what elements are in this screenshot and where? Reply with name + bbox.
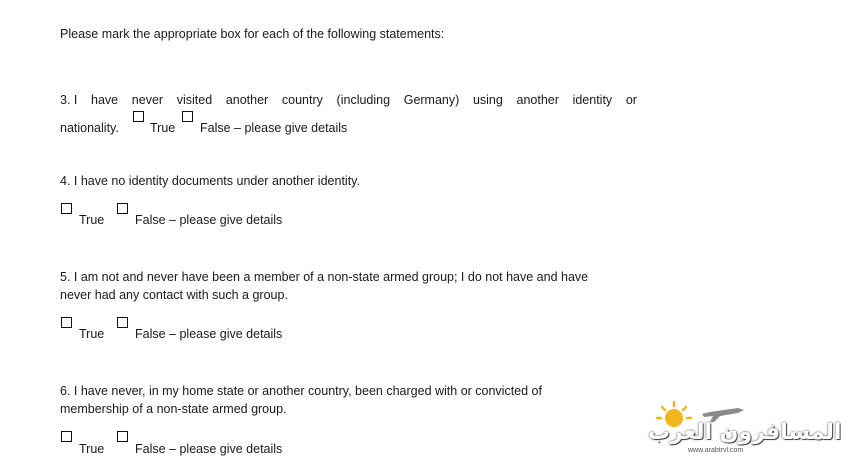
statement-6-true-label: True: [79, 442, 105, 456]
statement-3-false-checkbox[interactable]: [182, 111, 193, 122]
statement-4-false-label: False – please give details: [135, 213, 283, 227]
statement-5-true-checkbox[interactable]: [61, 317, 72, 328]
statement-3-word: never: [131, 93, 164, 107]
statement-6-false-label: False – please give details: [135, 442, 283, 456]
statement-4-true-label: True: [79, 213, 105, 227]
statement-6-true-checkbox[interactable]: [61, 431, 72, 442]
statement-3-word: have: [91, 93, 119, 107]
statement-4-line-1: 4. I have no identity documents under another identity.: [60, 174, 360, 188]
statement-3-word: another: [225, 93, 269, 107]
statement-3-word: using: [472, 93, 503, 107]
statement-4-false-checkbox[interactable]: [117, 203, 128, 214]
watermark-url: www.arabtrvl.com: [688, 447, 744, 454]
statement-6-line-2: membership of a non-state armed group.: [60, 402, 287, 416]
statement-3-word: Germany): [403, 93, 460, 107]
statement-3-word: country: [281, 93, 323, 107]
statement-6-false-checkbox[interactable]: [117, 431, 128, 442]
statement-5-false-label: False – please give details: [135, 327, 283, 341]
statement-5-false-checkbox[interactable]: [117, 317, 128, 328]
statement-3-word: visited: [176, 93, 213, 107]
statement-6-line-1: 6. I have never, in my home state or another country, been charged with or convicted of: [60, 384, 542, 398]
statement-3-word: 3. I: [60, 93, 78, 107]
instructions-text: Please mark the appropriate box for each of the following statements:: [60, 27, 445, 41]
statement-5-line-1: 5. I am not and never have been a member of a non-state armed group; I do not have and have: [60, 270, 589, 284]
statement-3-word: another: [516, 93, 559, 107]
statement-3-line-1: [60, 93, 637, 107]
watermark-logo-text: المسافرون العرب: [648, 420, 841, 445]
statement-3-word: (including: [336, 93, 391, 107]
statement-5-line-2: never had any contact with such a group.: [60, 288, 288, 302]
statement-3-true-label: True: [150, 121, 176, 135]
statement-5-true-label: True: [79, 327, 105, 341]
statement-3-line-2: nationality.: [60, 121, 119, 135]
statement-3-word: or: [625, 93, 637, 107]
statement-3-word: identity: [572, 93, 613, 107]
statement-3-true-checkbox[interactable]: [133, 111, 144, 122]
statement-3-false-label: False – please give details: [200, 121, 348, 135]
statement-4-true-checkbox[interactable]: [61, 203, 72, 214]
